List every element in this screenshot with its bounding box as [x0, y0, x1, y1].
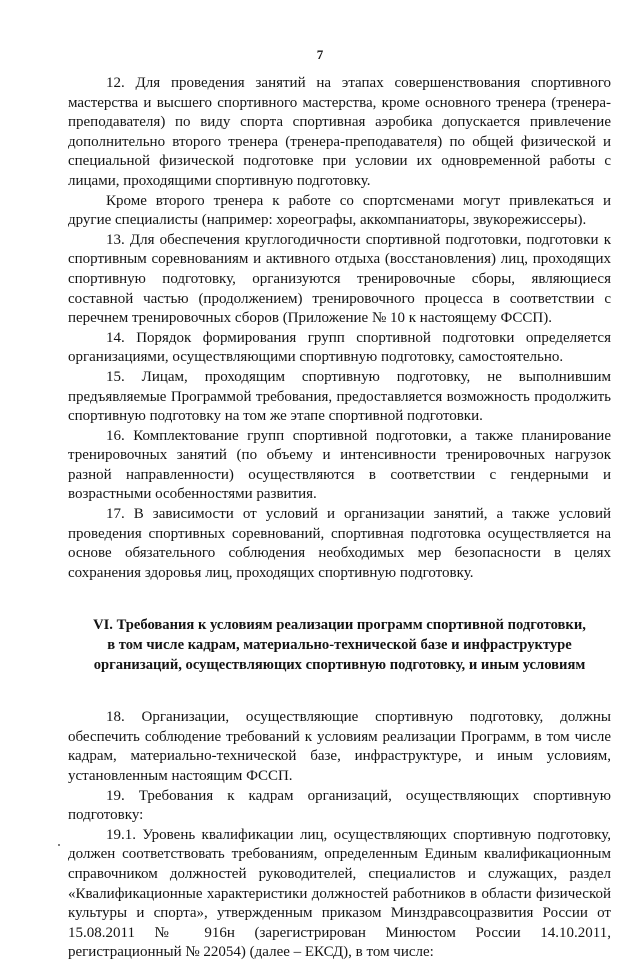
page-number: 7 [316, 47, 324, 62]
paragraph-14: 14. Порядок формирования групп спортивной подготовки определяется организациями, осуществляющими спортивную подготовку, самостоятельно. [68, 329, 611, 366]
paragraph-19: 19. Требования к кадрам организаций, осуществляющих спортивную подготовку: [68, 787, 611, 824]
paragraph-17: 17. В зависимости от условий и организации занятий, а также условий проведения спортивных соревнований, спортивная подготовка осуществляется на основе обязательного соблюдения необходимых мер безопасности в целях сохранения здоровья лиц, проходящих спортивную подготовку. [68, 506, 611, 581]
paragraph-13: 13. Для обеспечения круглогодичности спортивной подготовки, подготовки к спортивным соревнованиям и активного отдыха (восстановления) лиц, проходящих спортивную подготовку, организуются тренировочные сборы, являющиеся составной частью (продолжением) тренировочного процесса в соответствии с перечнем тренировочных сборов (Приложение № 10 к настоящему ФССП). [68, 231, 611, 327]
document-body [68, 74, 611, 963]
section-heading-line-3: организаций, осуществляющих спортивную подготовку, и иным условиям [93, 656, 586, 673]
section-heading [68, 616, 611, 675]
scan-speck [58, 844, 60, 846]
section-heading-line-1: VI. Требования к условиям реализации программ спортивной подготовки, [93, 617, 586, 634]
paragraph-18: 18. Организации, осуществляющие спортивную подготовку, должны обеспечить соблюдение требований к условиям реализации Программ, в том числе кадрам, материально-технической базе, инфраструктуре, и иным условиям, установленным настоящим ФССП. [68, 709, 611, 784]
paragraph-15: 15. Лицам, проходящим спортивную подготовку, не выполнившим предъявляемые Программой требования, предоставляется возможность продолжить спортивную подготовку на том же этапе спортивной подготовки. [68, 368, 611, 425]
paragraph-16: 16. Комплектование групп спортивной подготовки, а также планирование тренировочных занятий (по объему и интенсивности тренировочных нагрузок разной направленности) осуществляются в соответствии с гендерными и возрастными особенностями развития. [68, 427, 611, 503]
paragraph-specialists: Кроме второго тренера к работе со спортсменами могут привлекаться и другие специалисты (например: хореографы, аккомпаниаторы, звукорежиссеры). [68, 192, 611, 229]
paragraph-12: 12. Для проведения занятий на этапах совершенствования спортивного мастерства и высшего спортивного мастерства, кроме основного тренера (тренера-преподавателя) по виду спорта спортивная аэробика допускается привлечение дополнительно второго тренера (тренера-преподавателя) по общей физической и специальной физической подготовке при условии их одновременной работы с лицами, проходящими спортивную подготовку. [68, 75, 611, 189]
paragraph-19-1: 19.1. Уровень квалификации лиц, осуществляющих спортивную подготовку, должен соответствовать требованиям, определенным Единым квалификационным справочником должностей руководителей, специалистов и служащих, раздел «Квалификационные характеристики должностей работников в области физической культуры и спорта», утвержденным приказом Минздравсоцразвития России от 15.08.2011 № 916н (зарегистрирован Минюстом России 14.10.2011, регистрационный № 22054) (далее – ЕКСД), в том числе: [68, 826, 611, 961]
section-heading-line-2: в том числе кадрам, материально-технической базе и инфраструктуре [107, 637, 572, 654]
